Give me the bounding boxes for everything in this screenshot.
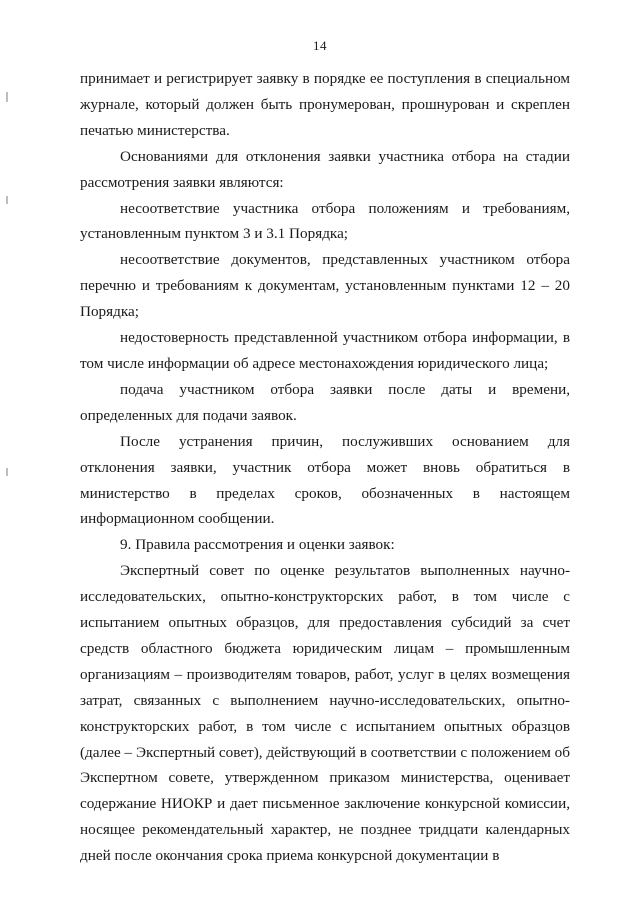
scan-edge-mark <box>6 196 8 204</box>
paragraph-expert-council: Экспертный совет по оценке результатов выполненных научно-исследовательских, опытно-конструкторских работ, в том числе с испытанием опытных образцов, для предоставления субсидий за счет средств областного бюджета юридическим лицам – промышленным организациям – производителям товаров, работ, услуг в целях возмещения затрат, связанных с выполнением научно-исследовательских, опытно-конструкторских работ, в том числе с испытанием опытных образцов (далее – Экспертный совет), действующий в соответствии с положением об Экспертном совете, утвержденном приказом министерства, оценивает содержание НИОКР и дает письменное заключение конкурсной комиссии, носящее рекомендательный характер, не позднее тридцати календарных дней после окончания срока приема конкурсной документации в <box>80 562 570 865</box>
paragraph-ground-documents-mismatch: несоответствие документов, представленных участником отбора перечню и требованиям к документам, установленным пунктами 12 – 20 Порядка; <box>80 251 570 321</box>
paragraph-rejection-grounds: Основаниями для отклонения заявки участника отбора на стадии рассмотрения заявки являются: <box>80 147 570 191</box>
page-number: 14 <box>313 38 327 53</box>
paragraph-ground-late-submission: подача участником отбора заявки после даты и времени, определенных для подачи заявок. <box>80 380 570 424</box>
scan-edge-mark <box>6 92 8 102</box>
document-body <box>80 66 570 869</box>
paragraph-ground-participant-mismatch: несоответствие участника отбора положениям и требованиям, установленным пунктом 3 и 3.1 Порядка; <box>80 199 570 243</box>
paragraph-ground-false-information: недостоверность представленной участником отбора информации, в том числе информации об адресе местонахождения юридического лица; <box>80 329 570 372</box>
section-heading-9: 9. Правила рассмотрения и оценки заявок: <box>120 536 395 554</box>
paragraph-continuation: принимает и регистрирует заявку в порядке ее поступления в специальном журнале, который должен быть пронумерован, прошнурован и скреплен печатью министерства. <box>80 70 570 139</box>
scan-edge-mark <box>6 468 8 476</box>
paragraph-resubmission: После устранения причин, послуживших основанием для отклонения заявки, участник отбора может вновь обратиться в министерство в пределах сроков, обозначенных в настоящем информационном сообщении. <box>80 432 570 528</box>
